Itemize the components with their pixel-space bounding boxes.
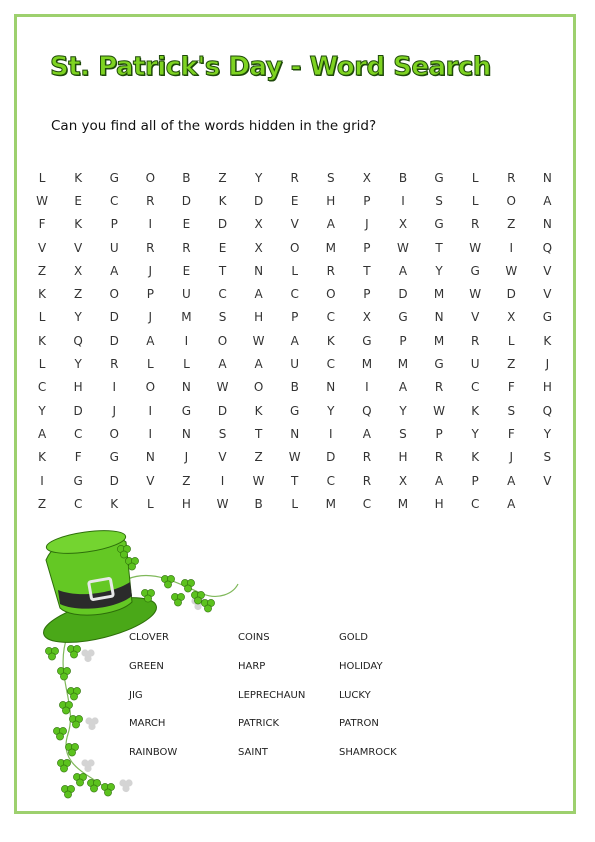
grid-cell: I bbox=[148, 426, 153, 441]
word-list-item: HOLIDAY bbox=[339, 660, 383, 672]
grid-cell: V bbox=[290, 217, 299, 232]
grid-cell: Q bbox=[542, 240, 553, 255]
grid-cell: I bbox=[112, 380, 116, 395]
grid-cell: C bbox=[362, 496, 372, 511]
grid-cell: I bbox=[148, 403, 153, 418]
word-list-item: GREEN bbox=[129, 660, 164, 672]
grid-cell: I bbox=[40, 473, 44, 488]
grid-cell: S bbox=[326, 170, 335, 185]
grid-cell: I bbox=[509, 240, 514, 255]
grid-cell: E bbox=[290, 193, 299, 208]
grid-cell: Q bbox=[73, 333, 83, 348]
grid-cell: J bbox=[148, 310, 153, 325]
grid-cell: M bbox=[325, 240, 336, 255]
grid-cell: C bbox=[37, 380, 47, 395]
grid-cell: A bbox=[37, 426, 47, 441]
grid-cell: O bbox=[109, 426, 119, 441]
grid-cell: W bbox=[288, 450, 301, 465]
grid-cell: L bbox=[471, 170, 479, 185]
grid-cell: R bbox=[182, 240, 191, 255]
word-list-item: RAINBOW bbox=[129, 747, 178, 759]
grid-cell: V bbox=[218, 450, 227, 465]
grid-cell: A bbox=[254, 287, 263, 302]
grid-cell: L bbox=[146, 357, 154, 372]
grid-cell: R bbox=[434, 380, 444, 395]
grid-cell: D bbox=[506, 287, 516, 302]
word-list-item: LEPRECHAUN bbox=[238, 689, 306, 701]
word-list bbox=[129, 628, 439, 772]
grid-cell: J bbox=[184, 450, 189, 465]
grid-cell: G bbox=[542, 310, 553, 325]
grid-cell: I bbox=[148, 217, 153, 232]
grid-cell: G bbox=[398, 310, 408, 325]
grid-cell: K bbox=[218, 193, 227, 208]
grid-cell: W bbox=[397, 240, 409, 255]
grid-cell: C bbox=[470, 496, 480, 511]
grid-cell: F bbox=[507, 426, 515, 441]
word-list-item: PATRICK bbox=[238, 718, 280, 730]
grid-cell: V bbox=[543, 263, 552, 278]
grid-cell: J bbox=[509, 450, 514, 465]
grid-cell: D bbox=[253, 193, 264, 208]
grid-cell: M bbox=[433, 333, 445, 348]
grid-cell: H bbox=[181, 496, 191, 511]
grid-cell: W bbox=[252, 333, 265, 348]
grid-cell: G bbox=[362, 333, 372, 348]
grid-cell: H bbox=[254, 310, 264, 325]
grid-cell: L bbox=[183, 357, 190, 372]
grid-cell: C bbox=[326, 310, 335, 325]
grid-cell: V bbox=[471, 310, 480, 325]
grid-cell: X bbox=[254, 217, 263, 232]
grid-cell: J bbox=[365, 217, 369, 232]
grid-cell: T bbox=[218, 263, 227, 278]
grid-cell: X bbox=[254, 240, 263, 255]
letter-grid bbox=[24, 166, 565, 515]
grid-cell: M bbox=[361, 357, 373, 372]
grid-cell: Z bbox=[218, 170, 227, 185]
grid-cell: C bbox=[73, 426, 83, 441]
grid-cell: S bbox=[507, 403, 516, 418]
grid-cell: R bbox=[362, 473, 372, 488]
grid-cell: W bbox=[469, 240, 482, 255]
grid-cell: V bbox=[74, 240, 83, 255]
grid-cell: M bbox=[325, 496, 336, 511]
grid-cell: O bbox=[145, 380, 156, 395]
grid-cell: L bbox=[38, 357, 46, 372]
grid-cell: K bbox=[543, 333, 552, 348]
grid-cell: L bbox=[507, 333, 515, 348]
grid-cell: A bbox=[507, 473, 516, 488]
grid-cell: R bbox=[471, 333, 480, 348]
grid-cell: X bbox=[362, 170, 371, 185]
grid-cell: Z bbox=[74, 287, 83, 302]
grid-cell: H bbox=[326, 193, 336, 208]
grid-cell: C bbox=[73, 496, 83, 511]
grid-cell: Z bbox=[507, 217, 516, 232]
grid-cell: C bbox=[326, 357, 335, 372]
word-list-item: SHAMROCK bbox=[339, 747, 397, 759]
grid-cell: Y bbox=[435, 263, 443, 278]
grid-cell: U bbox=[290, 357, 300, 372]
grid-cell: W bbox=[469, 287, 482, 302]
grid-cell: J bbox=[545, 357, 550, 372]
page-title: St. Patrick's Day - Word Search bbox=[50, 52, 491, 82]
grid-cell: G bbox=[290, 403, 300, 418]
grid-cell: W bbox=[216, 496, 229, 511]
grid-cell: X bbox=[507, 310, 516, 325]
grid-cell: L bbox=[471, 193, 479, 208]
grid-cell: O bbox=[289, 240, 300, 255]
grid-cell: K bbox=[38, 333, 46, 348]
grid-cell: U bbox=[109, 240, 119, 255]
grid-cell: K bbox=[110, 496, 119, 511]
grid-cell: Y bbox=[38, 403, 46, 418]
grid-cell: L bbox=[291, 496, 299, 511]
grid-cell: A bbox=[254, 357, 263, 372]
grid-cell: P bbox=[471, 473, 479, 488]
grid-cell: A bbox=[218, 357, 227, 372]
word-list-item: SAINT bbox=[238, 747, 268, 759]
grid-cell: M bbox=[397, 496, 409, 511]
grid-cell: A bbox=[543, 193, 552, 208]
grid-cell: R bbox=[471, 217, 480, 232]
grid-cell: N bbox=[290, 426, 300, 441]
grid-cell: P bbox=[399, 333, 407, 348]
grid-cell: T bbox=[291, 473, 299, 488]
grid-cell: X bbox=[398, 217, 408, 232]
grid-cell: X bbox=[398, 473, 408, 488]
grid-cell: C bbox=[470, 380, 480, 395]
grid-cell: B bbox=[398, 170, 408, 185]
grid-cell: R bbox=[146, 240, 155, 255]
grid-cell: E bbox=[74, 193, 82, 208]
grid-cell: D bbox=[109, 473, 119, 488]
grid-cell: B bbox=[290, 380, 299, 395]
grid-cell: R bbox=[290, 170, 299, 185]
grid-cell: S bbox=[435, 193, 443, 208]
grid-cell: R bbox=[434, 450, 444, 465]
grid-cell: V bbox=[543, 473, 552, 488]
grid-cell: R bbox=[110, 357, 119, 372]
grid-cell: P bbox=[363, 287, 371, 302]
grid-cell: N bbox=[254, 263, 264, 278]
grid-cell: O bbox=[253, 380, 264, 395]
grid-cell: I bbox=[220, 473, 225, 488]
grid-cell: H bbox=[542, 380, 552, 395]
grid-cell: P bbox=[146, 287, 154, 302]
grid-cell: K bbox=[471, 403, 480, 418]
grid-cell: D bbox=[181, 193, 192, 208]
grid-cell: R bbox=[326, 263, 335, 278]
grid-cell: Y bbox=[74, 357, 82, 372]
grid-cell: G bbox=[470, 263, 480, 278]
grid-cell: Y bbox=[254, 170, 263, 185]
grid-cell: I bbox=[184, 333, 189, 348]
grid-cell: D bbox=[398, 287, 408, 302]
grid-cell: A bbox=[362, 426, 371, 441]
grid-cell: H bbox=[434, 496, 444, 511]
grid-cell: N bbox=[181, 380, 191, 395]
word-list-item: PATRON bbox=[339, 718, 379, 730]
grid-cell: V bbox=[543, 287, 552, 302]
grid-cell: K bbox=[74, 217, 83, 232]
grid-cell: Z bbox=[254, 450, 263, 465]
grid-cell: G bbox=[434, 217, 444, 232]
grid-cell: N bbox=[542, 217, 552, 232]
grid-cell: F bbox=[74, 450, 82, 465]
grid-cell: Z bbox=[37, 263, 47, 278]
grid-cell: G bbox=[434, 170, 444, 185]
grid-cell: P bbox=[363, 193, 371, 208]
grid-cell: D bbox=[217, 217, 228, 232]
grid-cell: L bbox=[291, 263, 299, 278]
grid-cell: K bbox=[74, 170, 83, 185]
grid-cell: N bbox=[542, 170, 552, 185]
grid-cell: K bbox=[471, 450, 480, 465]
grid-cell: J bbox=[148, 263, 153, 278]
grid-cell: Y bbox=[327, 403, 335, 418]
grid-cell: I bbox=[401, 193, 405, 208]
grid-cell: A bbox=[434, 473, 444, 488]
word-list-item: LUCKY bbox=[339, 689, 371, 701]
grid-cell: H bbox=[398, 450, 408, 465]
grid-cell: L bbox=[38, 310, 46, 325]
grid-cell: G bbox=[73, 473, 83, 488]
grid-cell: E bbox=[182, 263, 191, 278]
grid-cell: S bbox=[218, 310, 227, 325]
grid-cell: P bbox=[291, 310, 299, 325]
word-list-item: JIG bbox=[129, 689, 143, 701]
grid-cell: K bbox=[38, 287, 46, 302]
grid-cell: I bbox=[365, 380, 369, 395]
grid-cell: Y bbox=[543, 426, 552, 441]
word-list-item: GOLD bbox=[339, 632, 368, 643]
grid-cell: P bbox=[363, 240, 371, 255]
grid-cell: S bbox=[218, 426, 227, 441]
grid-cell: W bbox=[433, 403, 446, 418]
grid-cell: O bbox=[506, 193, 516, 208]
grid-cell: T bbox=[363, 263, 371, 278]
grid-cell: Q bbox=[542, 403, 553, 418]
grid-cell: N bbox=[434, 310, 444, 325]
grid-cell: O bbox=[217, 333, 228, 348]
grid-cell: O bbox=[326, 287, 336, 302]
grid-cell: D bbox=[109, 333, 119, 348]
grid-cell: D bbox=[326, 450, 336, 465]
grid-cell: T bbox=[435, 240, 443, 255]
grid-cell: I bbox=[329, 426, 333, 441]
instructions-text: Can you find all of the words hidden in the grid? bbox=[51, 118, 377, 134]
grid-cell: P bbox=[435, 426, 443, 441]
grid-cell: G bbox=[434, 357, 444, 372]
grid-cell: F bbox=[38, 217, 46, 232]
grid-cell: Y bbox=[471, 426, 479, 441]
grid-cell: U bbox=[470, 357, 480, 372]
grid-cell: Q bbox=[362, 403, 372, 418]
grid-cell: C bbox=[110, 193, 119, 208]
grid-cell: K bbox=[38, 450, 46, 465]
grid-cell: P bbox=[110, 217, 118, 232]
grid-cell: K bbox=[254, 403, 263, 418]
word-list-item: HARP bbox=[238, 660, 266, 672]
grid-cell: N bbox=[145, 450, 155, 465]
grid-cell: W bbox=[505, 263, 518, 278]
grid-cell: S bbox=[543, 450, 552, 465]
grid-cell: M bbox=[433, 287, 445, 302]
grid-cell: B bbox=[254, 496, 263, 511]
grid-cell: V bbox=[146, 473, 155, 488]
grid-cell: A bbox=[110, 263, 119, 278]
grid-cell: N bbox=[326, 380, 336, 395]
grid-cell: O bbox=[145, 170, 156, 185]
grid-cell: C bbox=[290, 287, 299, 302]
grid-cell: W bbox=[252, 473, 265, 488]
grid-cell: U bbox=[182, 287, 191, 302]
grid-cell: C bbox=[326, 473, 335, 488]
grid-cell: X bbox=[362, 310, 371, 325]
grid-cell: A bbox=[290, 333, 299, 348]
grid-cell: J bbox=[112, 403, 116, 418]
word-list-item: CLOVER bbox=[129, 632, 169, 643]
grid-cell: H bbox=[73, 380, 83, 395]
grid-cell: K bbox=[326, 333, 335, 348]
word-list-item: COINS bbox=[238, 632, 270, 643]
grid-cell: A bbox=[507, 496, 516, 511]
grid-cell: W bbox=[216, 380, 229, 395]
grid-cell: E bbox=[218, 240, 227, 255]
grid-cell: F bbox=[507, 380, 515, 395]
grid-cell: A bbox=[326, 217, 335, 232]
grid-cell: G bbox=[109, 170, 119, 185]
grid-cell: A bbox=[398, 263, 408, 278]
grid-cell: Z bbox=[507, 357, 516, 372]
grid-cell: D bbox=[217, 403, 228, 418]
grid-cell: Y bbox=[74, 310, 82, 325]
grid-cell: T bbox=[254, 426, 263, 441]
grid-cell: A bbox=[398, 380, 408, 395]
grid-cell: M bbox=[181, 310, 192, 325]
grid-cell: R bbox=[507, 170, 516, 185]
grid-cell: G bbox=[109, 450, 119, 465]
grid-cell: W bbox=[36, 193, 48, 208]
word-list-item: MARCH bbox=[129, 718, 166, 730]
grid-cell: E bbox=[182, 217, 191, 232]
grid-cell: S bbox=[399, 426, 407, 441]
grid-cell: Z bbox=[37, 496, 47, 511]
grid-cell: L bbox=[146, 496, 154, 511]
grid-cell: G bbox=[181, 403, 192, 418]
grid-cell: D bbox=[109, 310, 119, 325]
grid-cell: N bbox=[181, 426, 191, 441]
grid-cell: M bbox=[397, 357, 409, 372]
grid-cell: O bbox=[109, 287, 119, 302]
grid-cell: L bbox=[38, 170, 46, 185]
grid-cell: R bbox=[362, 450, 372, 465]
grid-cell: D bbox=[73, 403, 83, 418]
grid-cell: C bbox=[218, 287, 227, 302]
grid-cell: X bbox=[74, 263, 83, 278]
grid-cell: Z bbox=[182, 473, 191, 488]
grid-cell: R bbox=[146, 193, 155, 208]
grid-cell: B bbox=[182, 170, 191, 185]
grid-cell: Y bbox=[399, 403, 407, 418]
grid-cell: A bbox=[146, 333, 155, 348]
grid-cell: V bbox=[37, 240, 47, 255]
